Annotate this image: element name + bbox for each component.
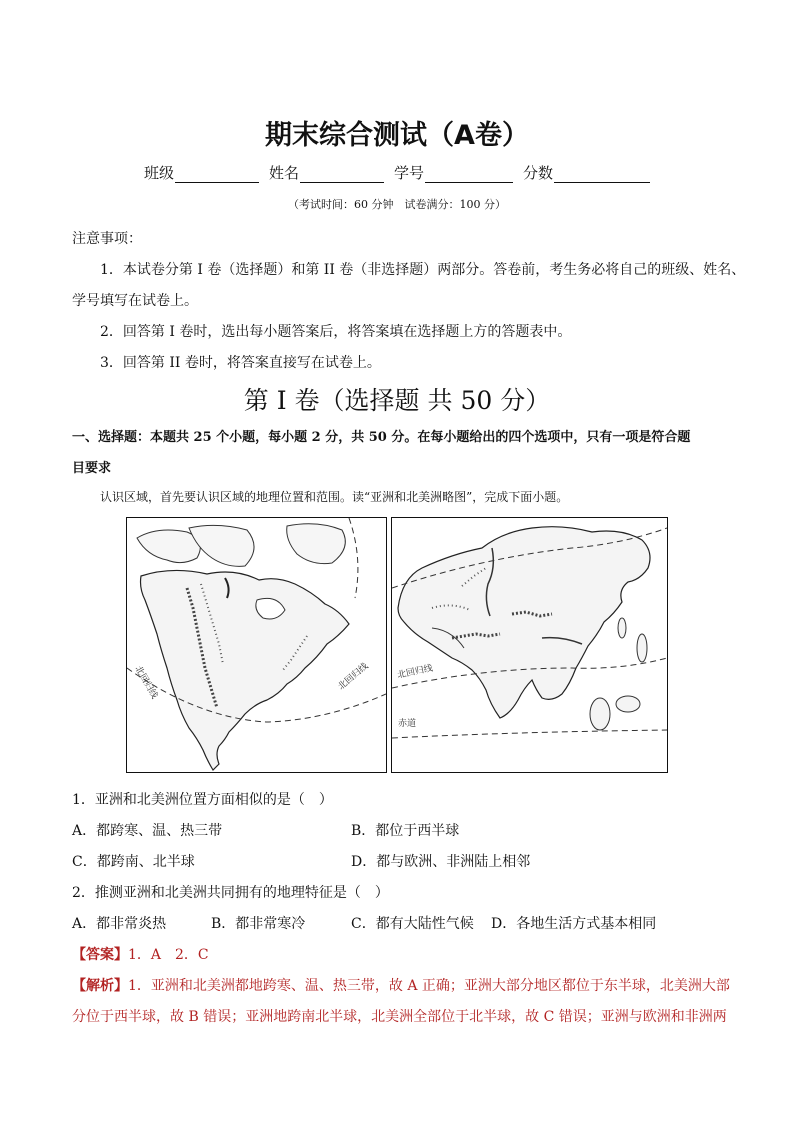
question-2-option-a[interactable]: A．都非常炎热 [72,916,167,932]
question-1-option-a[interactable]: A．都跨寒、温、热三带 [72,823,223,839]
asia-equator-label: 赤道 [398,719,417,729]
analysis-tag: 【解析】 [72,978,128,994]
notice-heading: 注意事项： [72,231,142,247]
score-blank[interactable] [554,166,650,183]
student-info-row [0,162,794,183]
class-label: 班级 [143,164,174,182]
question-2-option-d[interactable]: D．各地生活方式基本相同 [491,916,657,932]
na-tropic-label-right: 北回归线 [336,661,371,693]
asia-tropic-label: 北回归线 [396,663,434,681]
question-1-option-b[interactable]: B．都位于西半球 [351,823,460,839]
page-title: 期末综合测试（A卷） [265,120,529,151]
id-label: 学号 [394,164,425,182]
class-field[interactable] [144,162,259,183]
question-1-option-d[interactable]: D．都与欧洲、非洲陆上相邻 [351,854,531,870]
name-field[interactable] [269,162,384,183]
na-tropic-label-left: 北回归线 [132,664,160,701]
question-1-stem: 1．亚洲和北美洲位置方面相似的是（ ） [72,792,333,808]
analysis-text-line-2: 分位于西半球，故 B 错误；亚洲地跨南北半球，北美洲全部位于北半球，故 C 错误；亚洲与欧洲和非洲两 [72,1009,727,1025]
name-blank[interactable] [300,166,384,183]
notice-item-3: 3．回答第 II 卷时，将答案直接写在试卷上。 [100,355,381,371]
north-america-map-graphic [127,518,386,772]
answer-text: 1．A 2．C [128,947,209,963]
question-2-option-b[interactable]: B．都非常寒冷 [211,916,306,932]
score-label: 分数 [523,164,554,182]
part1-instruction: 一、选择题：本题共 25 个小题，每小题 2 分，共 50 分。在每小题给出的四个选项中，只有一项是符合题 [72,430,691,445]
class-blank[interactable] [175,166,259,183]
question-intro: 认识区域，首先要认识区域的地理位置和范围。读“亚洲和北美洲略图”，完成下面小题。 [100,490,569,504]
id-blank[interactable] [425,166,513,183]
id-field[interactable] [394,162,513,183]
score-field[interactable] [523,162,650,183]
answer-row [72,944,209,964]
question-2-stem: 2．推测亚洲和北美洲共同拥有的地理特征是（ ） [72,885,389,901]
notice-item-1-cont: 学号填写在试卷上。 [72,293,198,309]
part1-instruction-cont: 目要求 [72,461,112,476]
north-america-map [126,517,387,773]
question-2-option-c[interactable]: C．都有大陆性气候 [351,916,474,932]
notice-item-2: 2．回答第 I 卷时，选出每小题答案后，将答案填在选择题上方的答题表中。 [100,324,572,340]
exam-time-info: （考试时间：60 分钟 试卷满分：100 分） [288,198,506,211]
section-title: 第 I 卷（选择题 共 50 分） [243,386,551,415]
analysis-text-line-1: 1．亚洲和北美洲都地跨寒、温、热三带，故 A 正确；亚洲大部分地区都位于东半球，北美洲大部 [128,978,730,994]
asia-map-graphic [392,518,667,772]
answer-tag: 【答案】 [72,947,128,963]
asia-map [391,517,668,773]
analysis-row [72,975,730,995]
name-label: 姓名 [268,164,299,182]
notice-item-1: 1．本试卷分第 I 卷（选择题）和第 II 卷（非选择题）两部分。答卷前，考生务必将自己的班级、姓名、 [100,262,746,278]
question-1-option-c[interactable]: C．都跨南、北半球 [72,854,195,870]
